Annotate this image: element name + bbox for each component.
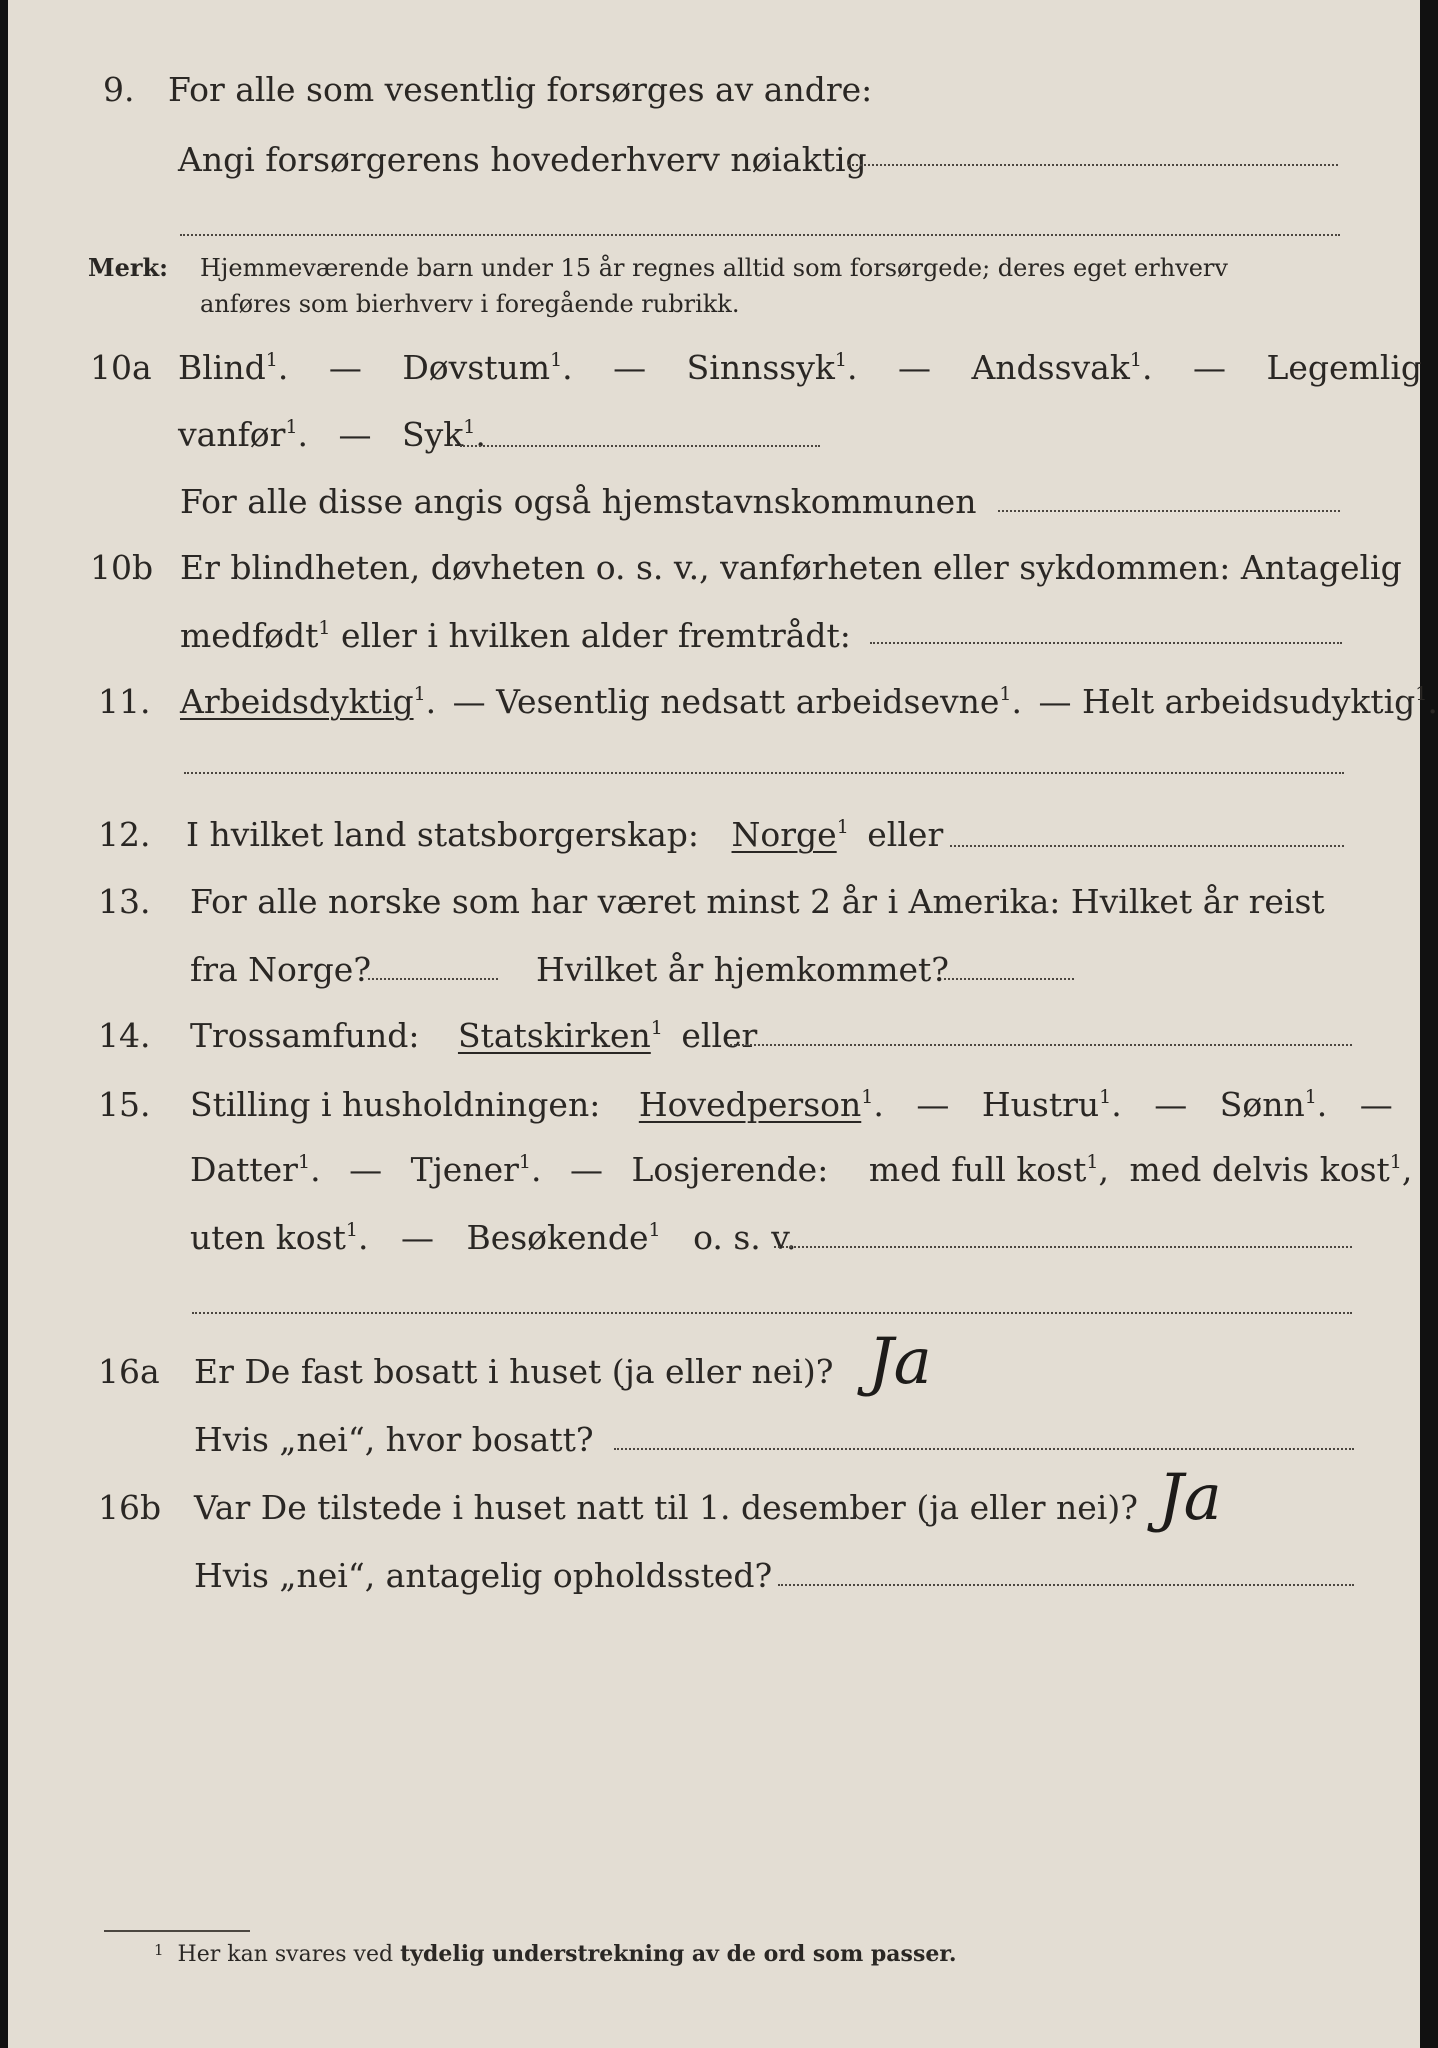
q13-reist-line — [368, 978, 498, 980]
answer-norge-underlined: Norge — [731, 815, 837, 854]
q11-line1: Arbeidsdyktig$^1$. — Vesentlig nedsatt arbeidsevne$^1$. — Helt arbeidsudyktig$^1$. — [180, 682, 1438, 721]
option-sonn: Sønn — [1219, 1085, 1305, 1124]
merk-line2: anføres som bierhverv i foregående rubrikk. — [200, 290, 740, 318]
q10b-line1: Er blindheten, døvheten o. s. v., vanførheten eller sykdommen: Antagelig — [180, 548, 1402, 587]
option-datter: Datter — [190, 1150, 298, 1189]
q10b-number: 10b — [90, 548, 154, 587]
q15-answer-line-2 — [192, 1312, 1352, 1314]
option-hustru: Hustru — [981, 1085, 1100, 1124]
q15-line1: Stilling i husholdningen: Hovedperson$^1$. — Hustru$^1$. — Sønn$^1$. — — [190, 1085, 1393, 1124]
q15-line2: Datter$^1$. — Tjener$^1$. — Losjerende: med full kost$^1$, med delvis kost$^1$, — [190, 1150, 1413, 1189]
answer-statskirken-underlined: Statskirken — [457, 1016, 651, 1055]
option-nedsatt: Vesentlig nedsatt arbeidsevne — [496, 682, 1000, 721]
footnote: $^1$ Her kan svares ved tydelig understrekning av de ord som passer. — [154, 1941, 957, 1967]
q10a-hjemstavn-line — [998, 510, 1340, 512]
q10a-syk-line — [460, 445, 820, 447]
q15-line3: uten kost$^1$. — Besøkende$^1$ o. s. v. — [190, 1218, 797, 1257]
q12-answer-line — [950, 845, 1344, 847]
q10b-line2: medfødt$^1$ eller i hvilken alder fremtrådt: — [180, 616, 851, 655]
q13-hjemkommet-line — [944, 978, 1074, 980]
option-blind: Blind — [178, 348, 266, 387]
q10b-answer-line — [870, 642, 1342, 644]
option-legemlig: Legemlig — [1266, 348, 1423, 387]
option-arbeidsdyktig-underlined: Arbeidsdyktig — [180, 682, 414, 721]
option-delvis-kost: med delvis kost — [1129, 1150, 1390, 1189]
q10a-line2: vanfør$^1$. — Syk$^1$. — [178, 415, 486, 454]
q11-answer-line — [184, 772, 1344, 774]
q9-line1: For alle som vesentlig forsørges av andre: — [168, 70, 873, 109]
q13-number: 13. — [98, 882, 151, 921]
footnote-rule — [104, 1930, 250, 1932]
option-uten-kost: uten kost — [190, 1218, 346, 1257]
option-besokende: Besøkende — [466, 1218, 649, 1257]
q12-line: I hvilket land statsborgerskap: Norge$^1$ eller — [186, 815, 944, 854]
merk-line1: Hjemmeværende barn under 15 år regnes alltid som forsørgede; deres eget erhverv — [200, 254, 1228, 282]
option-losjerende: Losjerende: — [631, 1150, 829, 1189]
q16a-line1: Er De fast bosatt i huset (ja eller nei)? — [194, 1352, 834, 1391]
q12-number: 12. — [98, 815, 151, 854]
q10a-number: 10a — [90, 348, 152, 387]
q16a-handwritten-answer: Ja — [868, 1325, 932, 1399]
q10a-line1: Blind$^1$. — Døvstum$^1$. — Sinnssyk$^1$. — Andssvak$^1$. — Legemlig — [178, 348, 1423, 387]
option-syk: Syk — [402, 415, 464, 454]
q16b-handwritten-answer: Ja — [1158, 1461, 1222, 1535]
q14-line: Trossamfund: Statskirken$^1$ eller — [190, 1016, 758, 1055]
q15-answer-line-1 — [774, 1246, 1352, 1248]
q15-number: 15. — [98, 1085, 151, 1124]
option-andssvak: Andssvak — [971, 348, 1130, 387]
q16b-answer-line — [778, 1584, 1354, 1586]
answer-hovedperson-underlined: Hovedperson — [638, 1085, 862, 1124]
q9-answer-line-1 — [848, 164, 1338, 166]
q13-line2a: fra Norge? — [190, 950, 372, 989]
q11-number: 11. — [98, 682, 151, 721]
q16b-number: 16b — [98, 1488, 162, 1527]
q9-answer-line-2 — [180, 234, 1340, 236]
option-full-kost: med full kost — [868, 1150, 1087, 1189]
option-dovstum: Døvstum — [402, 348, 551, 387]
q14-answer-line — [730, 1044, 1352, 1046]
merk-label: Merk: — [88, 253, 168, 282]
q16a-answer-line — [614, 1448, 1354, 1450]
q13-line1: For alle norske som har været minst 2 år i Amerika: Hvilket år reist — [190, 882, 1325, 921]
q16b-line2: Hvis „nei“, antagelig opholdssted? — [194, 1556, 773, 1595]
option-tjener: Tjener — [410, 1150, 519, 1189]
q10a-line3: For alle disse angis også hjemstavnskommunen — [180, 482, 977, 521]
q9-line2: Angi forsørgerens hovederhverv nøiaktig — [178, 140, 867, 179]
option-vanfor: vanfør — [178, 415, 286, 454]
q16a-number: 16a — [98, 1352, 160, 1391]
q9-number: 9. — [103, 70, 135, 109]
q14-number: 14. — [98, 1016, 151, 1055]
q13-line2b: Hvilket år hjemkommet? — [536, 950, 949, 989]
q16a-line2: Hvis „nei“, hvor bosatt? — [194, 1420, 594, 1459]
option-sinnssyk: Sinnssyk — [686, 348, 835, 387]
q16b-line1: Var De tilstede i huset natt til 1. desember (ja eller nei)? — [194, 1488, 1138, 1527]
census-form-page — [8, 0, 1438, 2048]
option-udyktig: Helt arbeidsudyktig — [1082, 682, 1416, 721]
